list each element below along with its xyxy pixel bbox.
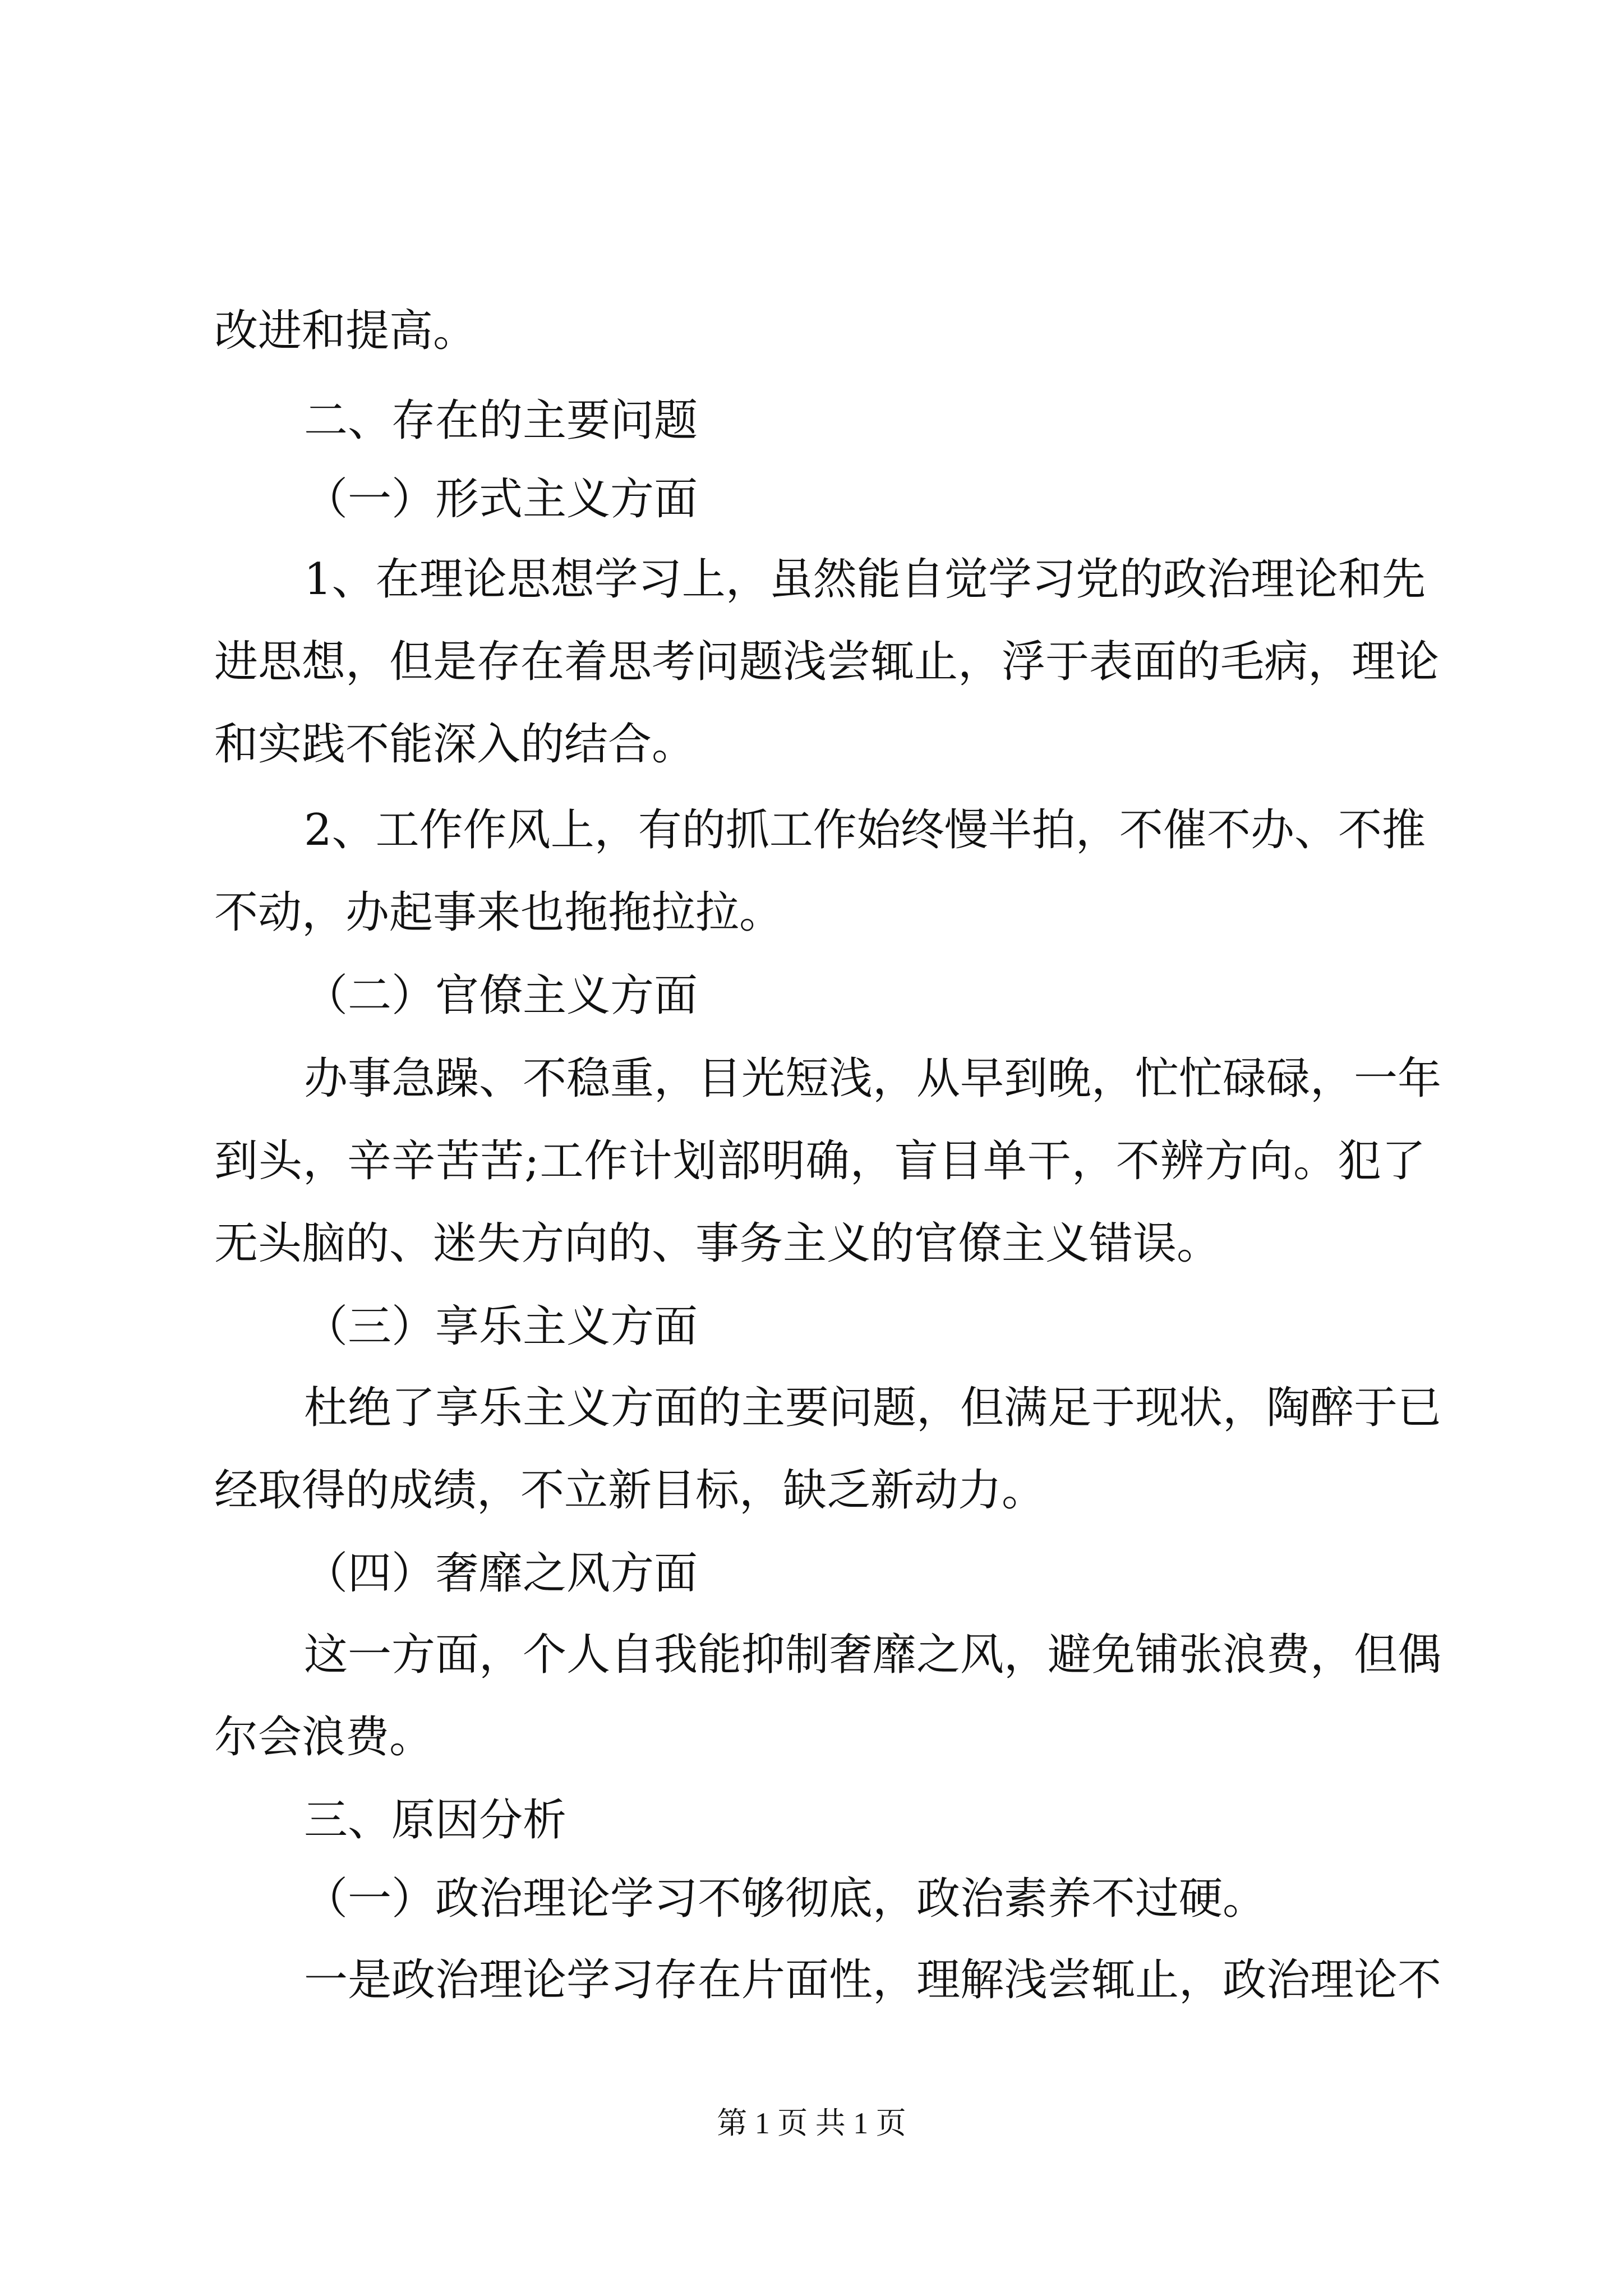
paragraph-line: 到头，辛辛苦苦;工作计划部明确，盲目单干，不辨方向。犯了 (214, 1136, 1426, 1186)
subsection-heading: （四）奢靡之风方面 (304, 1548, 698, 1599)
paragraph-line: 改进和提高。 (214, 306, 477, 356)
paragraph-line: 2、工作作风上，有的抓工作始终慢半拍，不催不办、不推 (304, 805, 1426, 855)
paragraph-line: 办事急躁、不稳重，目光短浅，从早到晚，忙忙碌碌，一年 (304, 1053, 1442, 1104)
paragraph-line: 进思想，但是存在着思考问题浅尝辄止，浮于表面的毛病，理论 (214, 637, 1440, 687)
paragraph-line: 无头脑的、迷失方向的、事务主义的官僚主义错误。 (214, 1218, 1221, 1269)
subsection-heading: （二）官僚主义方面 (304, 970, 698, 1021)
paragraph-line: 尔会浪费。 (214, 1712, 434, 1763)
subsection-heading: （一）政治理论学习不够彻底，政治素养不过硬。 (304, 1874, 1267, 1924)
subsection-heading: （三）享乐主义方面 (304, 1301, 698, 1352)
section-heading: 二、存在的主要问题 (304, 395, 698, 446)
section-heading: 三、原因分析 (304, 1795, 567, 1846)
paragraph-line: 经取得的成绩，不立新目标，缺乏新动力。 (214, 1465, 1046, 1516)
paragraph-line: 不动，办起事来也拖拖拉拉。 (214, 887, 783, 938)
paragraph-line: 一是政治理论学习存在片面性，理解浅尝辄止，政治理论不 (304, 1955, 1442, 2005)
subsection-heading: （一）形式主义方面 (304, 474, 698, 524)
paragraph-line: 杜绝了享乐主义方面的主要问题，但满足于现状，陶醉于已 (304, 1383, 1442, 1433)
paragraph-line: 和实践不能深入的结合。 (214, 719, 696, 770)
paragraph-line: 1、在理论思想学习上，虽然能自觉学习党的政治理论和先 (304, 554, 1426, 605)
paragraph-line: 这一方面，个人自我能抑制奢靡之风，避免铺张浪费，但偶 (304, 1630, 1442, 1680)
page-number-footer: 第 1 页 共 1 页 (717, 2106, 906, 2140)
